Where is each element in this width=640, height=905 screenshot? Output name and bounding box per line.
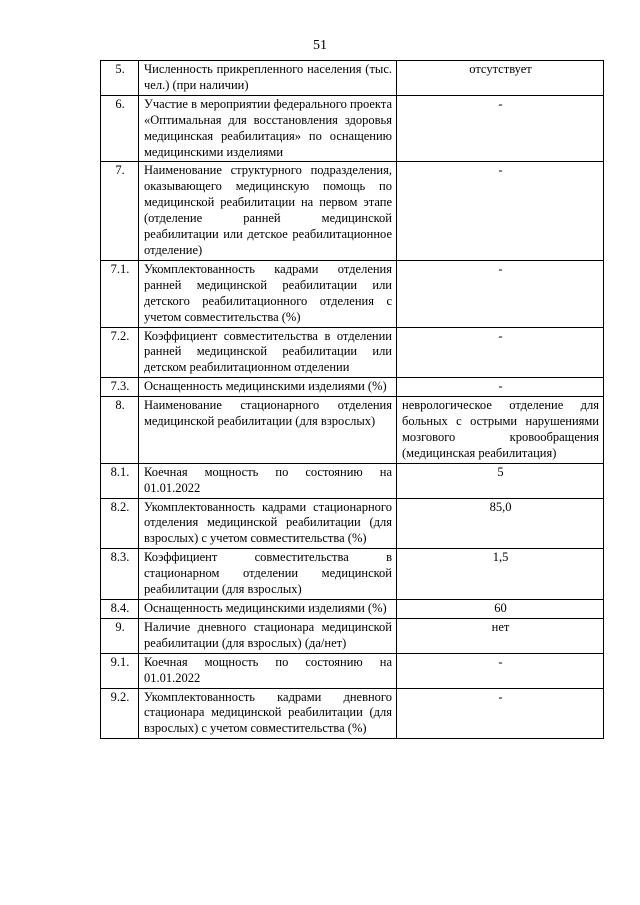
row-description: Коечная мощность по состоянию на 01.01.2022 (139, 463, 397, 498)
table-row (101, 688, 604, 739)
row-value: 1,5 (397, 549, 604, 600)
row-number: 8.3. (101, 549, 139, 600)
row-number: 8.1. (101, 463, 139, 498)
table-row (101, 549, 604, 600)
row-value: 5 (397, 463, 604, 498)
row-description: Укомплектованность кадрами стационарного отделения медицинской реабилитации (для взрослых) с учетом совместительства (%) (139, 498, 397, 549)
row-description: Укомплектованность кадрами отделения ранней медицинской реабилитации или детского реабилитационного отделения с учетом совместительства (%) (139, 260, 397, 327)
row-number: 7. (101, 162, 139, 260)
row-value: 60 (397, 600, 604, 619)
table-row (101, 463, 604, 498)
table-row (101, 378, 604, 397)
table-row (101, 618, 604, 653)
row-number: 5. (101, 61, 139, 96)
row-value: - (397, 327, 604, 378)
row-description: Наименование стационарного отделения медицинской реабилитации (для взрослых) (139, 397, 397, 464)
row-number: 8.4. (101, 600, 139, 619)
indicators-table (100, 60, 604, 739)
row-description: Коэффициент совместительства в стационарном отделении медицинской реабилитации (для взрослых) (139, 549, 397, 600)
table-row (101, 162, 604, 260)
row-description: Участие в мероприятии федерального проекта «Оптимальная для восстановления здоровья медицинская реабилитация» по оснащению медицинскими изделиями (139, 95, 397, 162)
row-description: Укомплектованность кадрами дневного стационара медицинской реабилитации (для взрослых) с учетом совместительства (%) (139, 688, 397, 739)
table-row (101, 61, 604, 96)
row-number: 8. (101, 397, 139, 464)
page-number: 51 (313, 38, 327, 53)
table-row (101, 653, 604, 688)
table-row (101, 600, 604, 619)
row-number: 8.2. (101, 498, 139, 549)
row-description: Наличие дневного стационара медицинской реабилитации (для взрослых) (да/нет) (139, 618, 397, 653)
row-number: 7.1. (101, 260, 139, 327)
row-description: Наименование структурного подразделения, оказывающего медицинскую помощь по медицинской реабилитации на первом этапе (отделение ранней медицинской реабилитации или детское реабилитационное отделение) (139, 162, 397, 260)
row-number: 9.2. (101, 688, 139, 739)
row-description: Коэффициент совместительства в отделении ранней медицинской реабилитации или детском реабилитационном отделении (139, 327, 397, 378)
row-number: 9. (101, 618, 139, 653)
row-number: 7.3. (101, 378, 139, 397)
row-value: - (397, 260, 604, 327)
row-description: Коечная мощность по состоянию на 01.01.2022 (139, 653, 397, 688)
row-value: - (397, 688, 604, 739)
row-value: - (397, 162, 604, 260)
row-value: отсутствует (397, 61, 604, 96)
table-row (101, 498, 604, 549)
row-number: 7.2. (101, 327, 139, 378)
table-row (101, 397, 604, 464)
table-row (101, 95, 604, 162)
row-value: 85,0 (397, 498, 604, 549)
row-description: Оснащенность медицинскими изделиями (%) (139, 378, 397, 397)
row-value: - (397, 653, 604, 688)
row-value: нет (397, 618, 604, 653)
row-number: 6. (101, 95, 139, 162)
table-row (101, 327, 604, 378)
row-value: неврологическое отделение для больных с острыми нарушениями мозгового кровообращения (медицинская реабилитация) (397, 397, 604, 464)
row-description: Численность прикрепленного населения (тыс. чел.) (при наличии) (139, 61, 397, 96)
row-value: - (397, 378, 604, 397)
row-description: Оснащенность медицинскими изделиями (%) (139, 600, 397, 619)
row-number: 9.1. (101, 653, 139, 688)
table-row (101, 260, 604, 327)
row-value: - (397, 95, 604, 162)
